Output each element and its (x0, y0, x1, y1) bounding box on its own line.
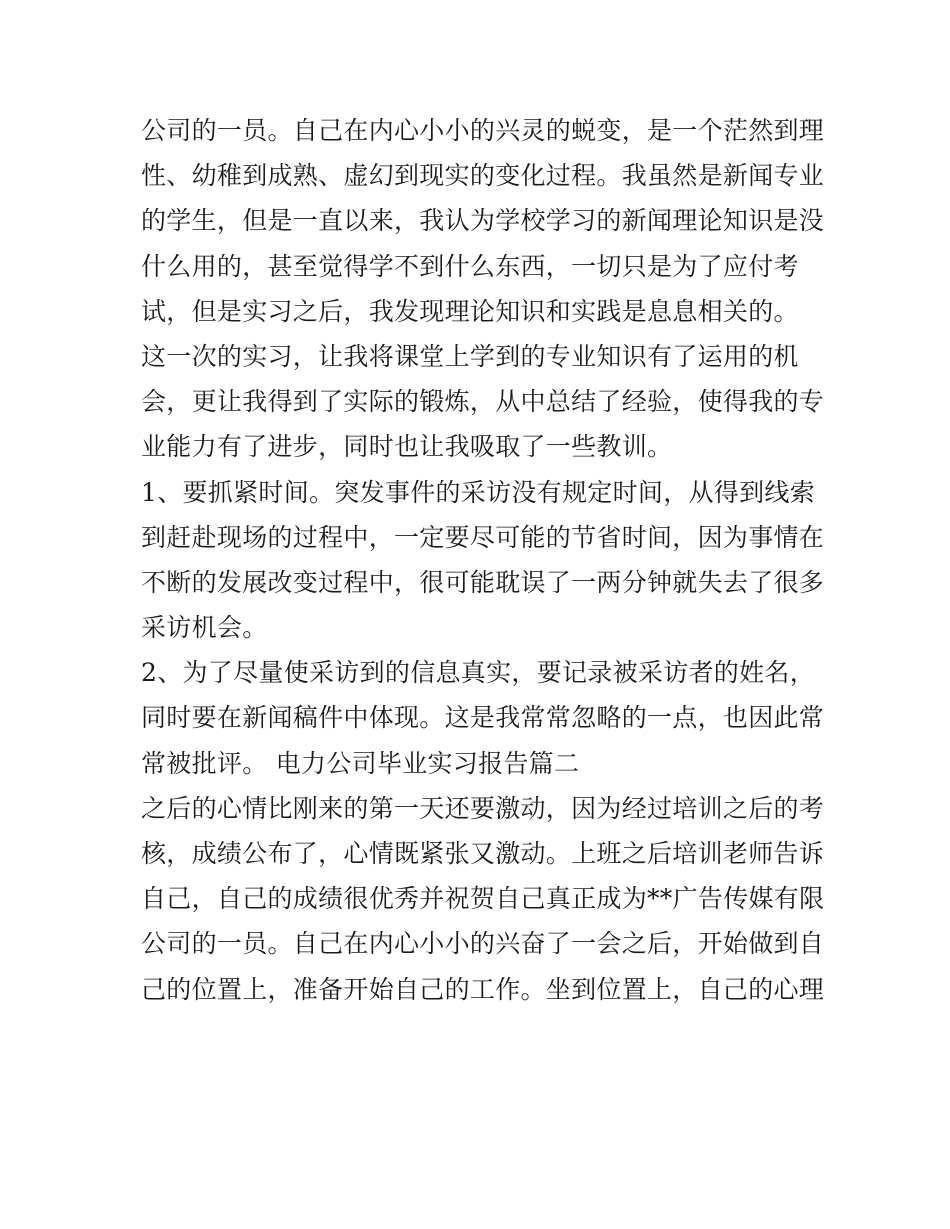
text-line: 到赶赴现场的过程中，一定要尽可能的节省时间，因为事情在 (141, 522, 825, 552)
text-line: 试，但是实习之后，我发现理论知识和实践是息息相关的。 (141, 296, 799, 326)
text-line: 性、幼稚到成熟、虚幻到现实的变化过程。我虽然是新闻专业 (141, 161, 825, 191)
list-item-2: 2、为了尽量使采访到的信息真实，要记录被采访者的姓名， (141, 658, 816, 688)
text-line: 不断的发展改变过程中，很可能耽误了一两分钟就失去了很多 (141, 567, 825, 597)
text-line: 公司的一员。自己在内心小小的兴奋了一会之后，开始做到自 (141, 929, 825, 959)
text-line: 采访机会。 (141, 613, 268, 643)
text-line: 业能力有了进步，同时也让我吸取了一些教训。 (141, 432, 673, 462)
text-line: 公司的一员。自己在内心小小的兴灵的蜕变，是一个茫然到理 (141, 116, 825, 145)
text-line: 核，成绩公布了，心情既紧张又激动。上班之后培训老师告诉 (141, 839, 825, 868)
text-line: 这一次的实习，让我将课堂上学到的专业知识有了运用的机 (141, 341, 799, 371)
text-line: 之后的心情比刚来的第一天还要激动，因为经过培训之后的考 (141, 793, 825, 823)
text-line: 己的位置上，准备开始自己的工作。坐到位置上，自己的心理 (141, 974, 825, 1004)
text-line: 同时要在新闻稿件中体现。这是我常常忽略的一点，也因此常 (141, 703, 825, 733)
section-title-line: 常被批评。 电力公司毕业实习报告篇二 (141, 748, 580, 778)
text-line: 的学生，但是一直以来，我认为学校学习的新闻理论知识是没 (141, 206, 825, 236)
text-line: 会，更让我得到了实际的锻炼，从中总结了经验，使得我的专 (141, 387, 825, 417)
text-line: 什么用的，甚至觉得学不到什么东西，一切只是为了应付考 (141, 251, 799, 281)
text-line: 自己，自己的成绩很优秀并祝贺自己真正成为**广告传媒有限 (141, 884, 825, 914)
list-item-1: 1、要抓紧时间。突发事件的采访没有规定时间，从得到线索 (141, 477, 816, 507)
document-body (141, 108, 825, 1012)
